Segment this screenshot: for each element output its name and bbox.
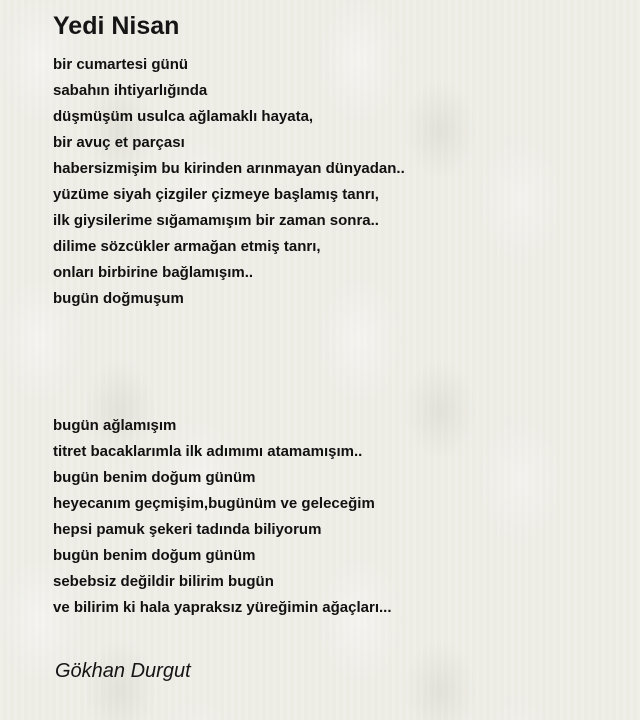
poem-line: bugün doğmuşum: [53, 290, 184, 307]
poem-author: Gökhan Durgut: [55, 660, 191, 682]
poem-line: sebebsiz değildir bilirim bugün: [53, 573, 274, 590]
poem-line: ilk giysilerime sığamamışım bir zaman sonra..: [53, 212, 379, 229]
stanza-2: [53, 413, 623, 621]
poem-line: dilime sözcükler armağan etmiş tanrı,: [53, 238, 321, 255]
poem-line: ve bilirim ki hala yapraksız yüreğimin ağaçları...: [53, 599, 392, 616]
poem: [53, 10, 623, 621]
poem-line: bir avuç et parçası: [53, 134, 185, 151]
poem-line: bugün benim doğum günüm: [53, 469, 256, 486]
stanza-spacer: [53, 312, 623, 413]
poem-line: titret bacaklarımla ilk adımımı atamamışım..: [53, 443, 363, 460]
poem-line: sabahın ihtiyarlığında: [53, 82, 208, 99]
poem-line: habersizmişim bu kirinden arınmayan dünyadan..: [53, 160, 405, 177]
poem-line: bir cumartesi günü: [53, 56, 189, 73]
poem-line: yüzüme siyah çizgiler çizmeye başlamış tanrı,: [53, 186, 379, 203]
poem-line: düşmüşüm usulca ağlamaklı hayata,: [53, 108, 314, 125]
poem-title: Yedi Nisan: [53, 12, 180, 40]
poem-line: hepsi pamuk şekeri tadında biliyorum: [53, 521, 322, 538]
poem-line: bugün benim doğum günüm: [53, 547, 256, 564]
poem-line: heyecanım geçmişim,bugünüm ve geleceğim: [53, 495, 375, 512]
poem-line: bugün ağlamışım: [53, 417, 177, 434]
stanza-1: [53, 52, 623, 312]
poem-line: onları birbirine bağlamışım..: [53, 264, 254, 281]
